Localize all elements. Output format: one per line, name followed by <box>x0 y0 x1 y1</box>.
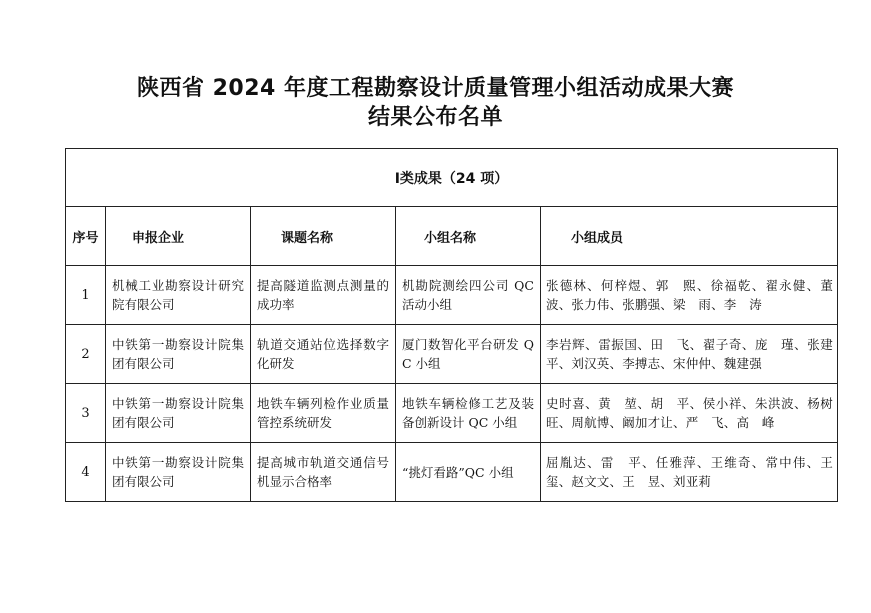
table-row <box>66 443 838 502</box>
row-no: 3 <box>66 384 106 443</box>
header-company: 申报企业 <box>106 207 251 266</box>
row-group <box>396 325 541 384</box>
row-topic-text: 轨道交通站位选择数字化研发 <box>257 337 389 371</box>
header-row <box>66 207 838 266</box>
row-topic <box>251 325 396 384</box>
results-table <box>65 148 846 502</box>
row-group <box>396 384 541 443</box>
row-company <box>106 266 251 325</box>
row-company <box>106 443 251 502</box>
document-subtitle: 结果公布名单 <box>367 105 503 130</box>
category-label: Ⅰ类成果（24 项） <box>66 149 838 207</box>
row-company-text: 中铁第一勘察设计院集团有限公司 <box>112 337 244 371</box>
row-company <box>106 325 251 384</box>
row-group <box>396 443 541 502</box>
row-group-text: “挑灯看路”QC 小组 <box>402 464 514 480</box>
row-no: 4 <box>66 443 106 502</box>
row-group-text: 厦门数智化平台研发 QC 小组 <box>402 337 534 371</box>
table-row <box>66 266 838 325</box>
row-members-text: 李岩辉、雷振国、田 飞、翟子奇、庞 瑾、张建平、刘汉英、李搏志、宋仲仲、魏建强 <box>546 337 834 371</box>
table-row <box>66 384 838 443</box>
row-company <box>106 384 251 443</box>
row-group-text: 地铁车辆检修工艺及装备创新设计 QC 小组 <box>402 396 534 430</box>
table-row <box>66 325 838 384</box>
row-members <box>541 266 846 325</box>
row-topic <box>251 266 396 325</box>
row-topic-text: 地铁车辆列检作业质量管控系统研发 <box>257 396 389 430</box>
header-topic: 课题名称 <box>251 207 396 266</box>
row-members-text: 张德林、何梓煜、郭 熙、徐福乾、翟永健、董 波、张力伟、张鹏强、梁 雨、李 涛 <box>546 278 846 312</box>
row-group <box>396 266 541 325</box>
row-company-text: 中铁第一勘察设计院集团有限公司 <box>112 455 244 489</box>
row-topic-text: 提高隧道监测点测量的成功率 <box>257 278 389 312</box>
row-members <box>541 384 838 443</box>
row-topic <box>251 443 396 502</box>
row-no: 1 <box>66 266 106 325</box>
document-title: 陕西省 2024 年度工程勘察设计质量管理小组活动成果大赛 <box>136 76 735 101</box>
row-group-text: 机勘院测绘四公司 QC 活动小组 <box>402 278 534 312</box>
row-company-text: 中铁第一勘察设计院集团有限公司 <box>112 396 244 430</box>
row-members <box>541 325 838 384</box>
category-row <box>66 149 838 207</box>
header-members: 小组成员 <box>541 207 838 266</box>
row-members <box>541 443 846 502</box>
row-company-text: 机械工业勘察设计研究院有限公司 <box>112 278 244 312</box>
header-group: 小组名称 <box>396 207 541 266</box>
row-no: 2 <box>66 325 106 384</box>
row-topic <box>251 384 396 443</box>
row-members-text: 屈胤达、雷 平、任雅萍、王维奇、常中伟、王 玺、赵文文、王 昱、刘亚莉 <box>546 455 846 489</box>
row-topic-text: 提高城市轨道交通信号机显示合格率 <box>257 455 389 489</box>
header-no: 序号 <box>66 207 106 266</box>
row-members-text: 史时喜、黄 堃、胡 平、侯小祥、朱洪波、杨树旺、周航博、阚加才让、严 飞、高 峰 <box>546 396 834 430</box>
